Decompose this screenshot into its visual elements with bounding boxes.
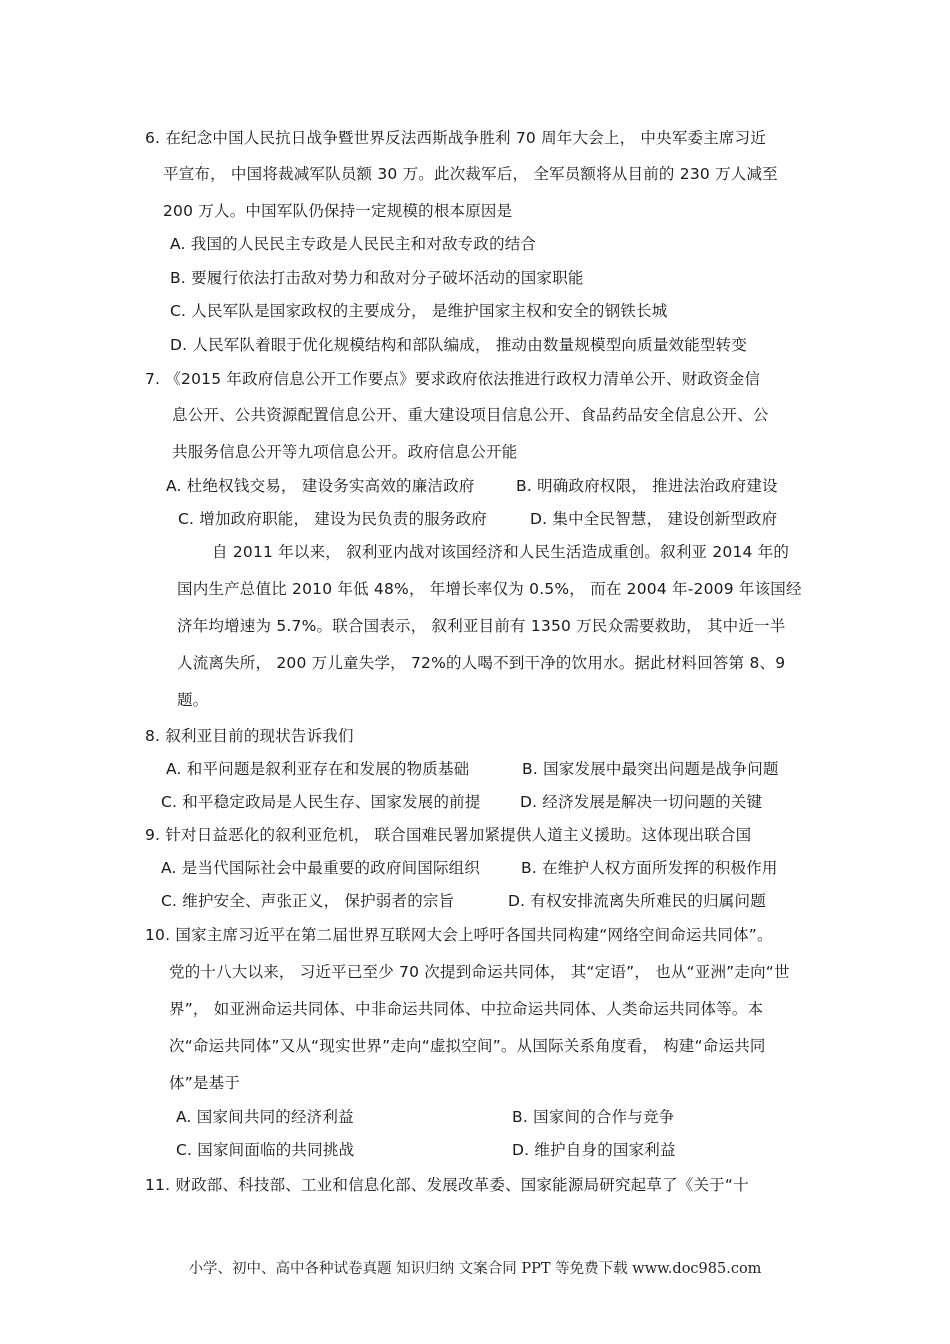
q8-option-b: B. 国家发展中最突出问题是战争问题 <box>522 760 779 778</box>
q6-option-b: B. 要履行依法打击敌对势力和敌对分子破坏活动的国家职能 <box>170 269 584 287</box>
q8-option-c: C. 和平稳定政局是人民生存、国家发展的前提 <box>161 793 481 811</box>
q8-option-d: D. 经济发展是解决一切问题的关键 <box>520 793 763 811</box>
q11-line-1: 11. 财政部、科技部、工业和信息化部、发展改革委、国家能源局研究起草了《关于“十 <box>145 1176 749 1194</box>
material-line-3: 济年均增速为 5.7%。联合国表示， 叙利亚目前有 1350 万民众需要救助， 其中近一半 <box>177 617 786 635</box>
q10-line-1: 10. 国家主席习近平在第二届世界互联网大会上呼吁各国共同构建“网络空间命运共同体”。 <box>145 926 773 944</box>
q7-option-d: D. 集中全民智慧， 建设创新型政府 <box>530 510 778 528</box>
q9-stem: 9. 针对日益恶化的叙利亚危机， 联合国难民署加紧提供人道主义援助。这体现出联合国 <box>145 826 752 844</box>
footer-download-note: 小学、初中、高中各种试卷真题 知识归纳 文案合同 PPT 等免费下载 www.doc985.com <box>188 1261 762 1277</box>
q8-option-a: A. 和平问题是叙利亚存在和发展的物质基础 <box>166 760 470 778</box>
q10-option-b: B. 国家间的合作与竞争 <box>512 1108 675 1126</box>
q10-option-a: A. 国家间共同的经济利益 <box>176 1108 354 1126</box>
q6-line-1: 6. 在纪念中国人民抗日战争暨世界反法西斯战争胜利 70 周年大会上， 中央军委主席习近 <box>145 129 767 147</box>
q6-option-c: C. 人民军队是国家政权的主要成分， 是维护国家主权和安全的钢铁长城 <box>170 302 668 320</box>
q9-option-d: D. 有权安排流离失所难民的归属问题 <box>508 892 766 910</box>
q7-option-b: B. 明确政府权限， 推进法治政府建设 <box>516 477 778 495</box>
q10-line-4: 次“命运共同体”又从“现实世界”走向“虚拟空间”。从国际关系角度看， 构建“命运共同 <box>169 1037 766 1055</box>
q9-option-a: A. 是当代国际社会中最重要的政府间国际组织 <box>161 859 481 877</box>
q9-option-b: B. 在维护人权方面所发挥的积极作用 <box>521 859 778 877</box>
q9-option-c: C. 维护安全、声张正义， 保护弱者的宗旨 <box>161 892 455 910</box>
q7-line-1: 7. 《2015 年政府信息公开工作要点》要求政府依法推进行政权力清单公开、财政资金信 <box>145 370 761 388</box>
q10-line-2: 党的十八大以来， 习近平已至少 70 次提到命运共同体， 其“定语”， 也从“亚洲”走向“世 <box>169 963 790 981</box>
q6-option-d: D. 人民军队着眼于优化规模结构和部队编成， 推动由数量规模型向质量效能型转变 <box>170 336 748 354</box>
q7-line-2: 息公开、公共资源配置信息公开、重大建设项目信息公开、食品药品安全信息公开、公 <box>172 406 769 424</box>
q10-option-c: C. 国家间面临的共同挑战 <box>176 1141 355 1159</box>
q6-line-3: 200 万人。中国军队仍保持一定规模的根本原因是 <box>163 202 513 220</box>
q10-line-5: 体”是基于 <box>169 1074 241 1092</box>
material-line-1: 自 2011 年以来， 叙利亚内战对该国经济和人民生活造成重创。叙利亚 2014 年的 <box>212 543 790 561</box>
material-line-4: 人流离失所， 200 万儿童失学， 72%的人喝不到干净的饮用水。据此材料回答第 8、9 <box>177 654 786 672</box>
q10-option-d: D. 维护自身的国家利益 <box>512 1141 676 1159</box>
q6-line-2: 平宣布， 中国将裁减军队员额 30 万。此次裁军后， 全军员额将从目前的 230 万人减至 <box>163 165 778 183</box>
q7-line-3: 共服务信息公开等九项信息公开。政府信息公开能 <box>172 443 518 461</box>
q7-option-a: A. 杜绝权钱交易， 建设务实高效的廉洁政府 <box>166 477 475 495</box>
material-line-2: 国内生产总值比 2010 年低 48%， 年增长率仅为 0.5%， 而在 2004 年-2009 年该国经 <box>177 580 802 598</box>
q10-line-3: 界”， 如亚洲命运共同体、中非命运共同体、中拉命运共同体、人类命运共同体等。本 <box>169 1000 764 1018</box>
q6-option-a: A. 我国的人民民主专政是人民民主和对敌专政的结合 <box>170 235 537 253</box>
q8-stem: 8. 叙利亚目前的现状告诉我们 <box>145 727 354 745</box>
q7-option-c: C. 增加政府职能， 建设为民负责的服务政府 <box>178 510 488 528</box>
material-line-5: 题。 <box>177 691 209 709</box>
